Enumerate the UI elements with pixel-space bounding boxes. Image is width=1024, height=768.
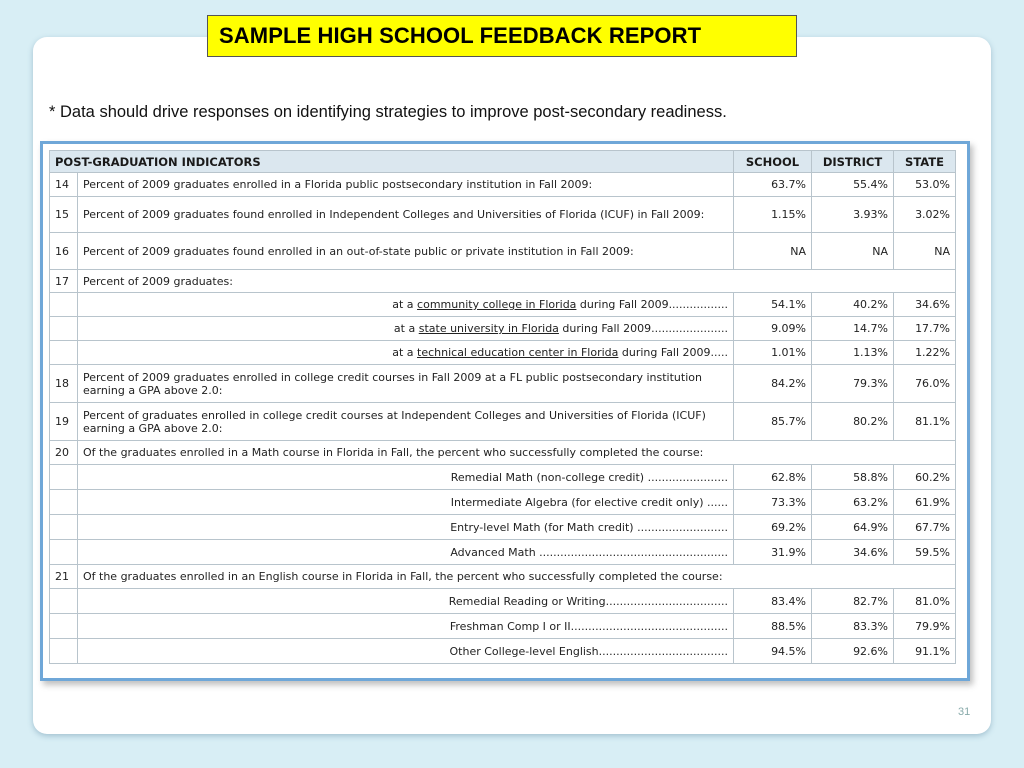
district-value: 40.2% [812, 293, 894, 317]
table-row [50, 173, 956, 197]
district-value: 80.2% [812, 403, 894, 441]
state-value: 17.7% [894, 317, 956, 341]
table-row [50, 365, 956, 403]
state-value: 81.1% [894, 403, 956, 441]
header-district: DISTRICT [812, 151, 894, 173]
state-value: 60.2% [894, 465, 956, 490]
row-number: 19 [50, 403, 78, 441]
state-value: 81.0% [894, 589, 956, 614]
row-number: 20 [50, 441, 78, 465]
state-value: 61.9% [894, 490, 956, 515]
district-value: 1.13% [812, 341, 894, 365]
school-value: 84.2% [734, 365, 812, 403]
sub-indicator-text: Other College-level English..................................... [78, 639, 734, 664]
school-value: 1.15% [734, 197, 812, 233]
school-value: 9.09% [734, 317, 812, 341]
school-value: 94.5% [734, 639, 812, 664]
table-row [50, 565, 956, 589]
state-value: NA [894, 233, 956, 270]
sub-indicator-text: Entry-level Math (for Math credit) .......................... [78, 515, 734, 540]
header-indicators: POST-GRADUATION INDICATORS [50, 151, 734, 173]
indicator-text: Percent of graduates enrolled in college credit courses at Independent Colleges and Universities of Florida (ICUF) earning a GPA above 2.0: [78, 403, 734, 441]
district-value: 14.7% [812, 317, 894, 341]
state-value: 67.7% [894, 515, 956, 540]
table-row [50, 270, 956, 293]
school-value: 63.7% [734, 173, 812, 197]
technical-center-link-text: technical education center in Florida [417, 346, 619, 359]
district-value: 82.7% [812, 589, 894, 614]
sub-indicator-text: Remedial Math (non-college credit) ....................... [78, 465, 734, 490]
school-value: 62.8% [734, 465, 812, 490]
school-value: NA [734, 233, 812, 270]
row-number: 21 [50, 565, 78, 589]
table-row [50, 293, 956, 317]
school-value: 69.2% [734, 515, 812, 540]
row-number: 16 [50, 233, 78, 270]
indicator-text: Of the graduates enrolled in an English course in Florida in Fall, the percent who successfully completed the course: [78, 565, 956, 589]
table-row [50, 197, 956, 233]
school-value: 1.01% [734, 341, 812, 365]
sub-indicator-text: Advanced Math ...................................................... [78, 540, 734, 565]
state-value: 34.6% [894, 293, 956, 317]
table-row [50, 317, 956, 341]
state-value: 79.9% [894, 614, 956, 639]
bullet-note: * Data should drive responses on identifying strategies to improve post-secondary readiness. [49, 103, 727, 121]
header-school: SCHOOL [734, 151, 812, 173]
district-value: 79.3% [812, 365, 894, 403]
district-value: 3.93% [812, 197, 894, 233]
school-value: 88.5% [734, 614, 812, 639]
header-row [50, 151, 956, 173]
school-value: 31.9% [734, 540, 812, 565]
state-value: 1.22% [894, 341, 956, 365]
table-row [50, 403, 956, 441]
school-value: 73.3% [734, 490, 812, 515]
state-value: 91.1% [894, 639, 956, 664]
header-state: STATE [894, 151, 956, 173]
state-value: 76.0% [894, 365, 956, 403]
table-row [50, 465, 956, 490]
district-value: 58.8% [812, 465, 894, 490]
sub-indicator-text: Intermediate Algebra (for elective credit only) ...... [78, 490, 734, 515]
row-number: 18 [50, 365, 78, 403]
district-value: 55.4% [812, 173, 894, 197]
indicator-text: Percent of 2009 graduates enrolled in college credit courses in Fall 2009 at a FL public postsecondary institution earning a GPA above 2.0: [78, 365, 734, 403]
indicators-table [49, 150, 956, 664]
table-row [50, 540, 956, 565]
state-university-link-text: state university in Florida [418, 322, 559, 335]
sub-indicator-text: at a technical education center in Florida during Fall 2009..... [78, 341, 734, 365]
table-row [50, 490, 956, 515]
district-value: 34.6% [812, 540, 894, 565]
state-value: 53.0% [894, 173, 956, 197]
row-number: 14 [50, 173, 78, 197]
district-value: 92.6% [812, 639, 894, 664]
table-row [50, 233, 956, 270]
indicator-text: Percent of 2009 graduates found enrolled in an out-of-state public or private institution in Fall 2009: [78, 233, 734, 270]
row-number: 17 [50, 270, 78, 293]
table-row [50, 341, 956, 365]
school-value: 83.4% [734, 589, 812, 614]
table-row [50, 441, 956, 465]
community-college-link-text: community college in Florida [417, 298, 577, 311]
school-value: 85.7% [734, 403, 812, 441]
sub-indicator-text: at a community college in Florida during Fall 2009................. [78, 293, 734, 317]
table-frame [40, 141, 970, 681]
indicator-text: Percent of 2009 graduates found enrolled in Independent Colleges and Universities of Florida (ICUF) in Fall 2009: [78, 197, 734, 233]
district-value: NA [812, 233, 894, 270]
indicator-text: Of the graduates enrolled in a Math course in Florida in Fall, the percent who successfully completed the course: [78, 441, 956, 465]
indicator-text: Percent of 2009 graduates: [78, 270, 956, 293]
row-number: 15 [50, 197, 78, 233]
table-row [50, 639, 956, 664]
table-row [50, 515, 956, 540]
district-value: 64.9% [812, 515, 894, 540]
report-title: SAMPLE HIGH SCHOOL FEEDBACK REPORT [207, 15, 797, 57]
sub-indicator-text: Freshman Comp I or II............................................. [78, 614, 734, 639]
indicator-text: Percent of 2009 graduates enrolled in a Florida public postsecondary institution in Fall 2009: [78, 173, 734, 197]
page-number: 31 [958, 706, 971, 718]
district-value: 63.2% [812, 490, 894, 515]
district-value: 83.3% [812, 614, 894, 639]
state-value: 59.5% [894, 540, 956, 565]
table-row [50, 614, 956, 639]
school-value: 54.1% [734, 293, 812, 317]
state-value: 3.02% [894, 197, 956, 233]
table-row [50, 589, 956, 614]
sub-indicator-text: Remedial Reading or Writing................................... [78, 589, 734, 614]
sub-indicator-text: at a state university in Florida during Fall 2009...................... [78, 317, 734, 341]
